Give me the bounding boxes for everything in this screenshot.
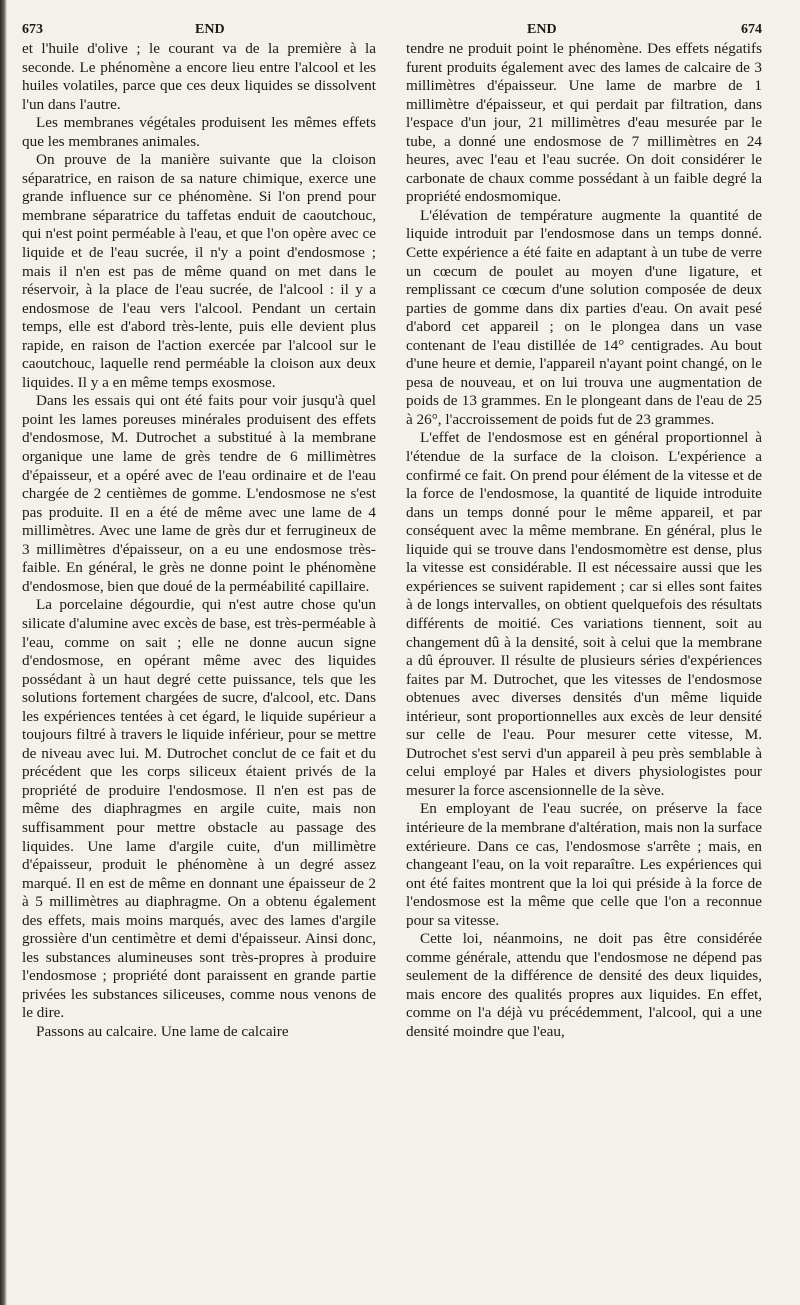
paragraph: L'élévation de température augmente la quantité de liquide introduit par l'endosmose dans un temps donné. Cette expérience a été faite en adaptant à un tube de verre un cœcum de poulet au moyen d'une ligature, et remplissant ce cœcum d'une solution composée de deux parties de gomme dans dix parties d'eau. On avait pesé d'abord cet appareil ; on le plongea dans un vase contenant de l'eau distillée de 14° centigrades. Au bout d'une heure et demie, l'appareil n'ayant point changé, on le pesa de nouveau, et on lui trouva une augmentation de poids de 13 grammes. En le plongeant dans de l'eau de 25 à 26°, l'accroissement de poids fut de 23 grammes.	[406, 206, 762, 428]
paragraph: La porcelaine dégourdie, qui n'est autre chose qu'un silicate d'alumine avec excès de base, est très-perméable à l'eau, comme on sait ; elle ne donne aucun signe d'endosmose, en opérant même avec des liquides possédant à un haut degré cette puissance, tels que les solutions fortement chargées de sucre, d'alcool, etc. Dans les expériences tentées à cet égard, le liquide supérieur a toujours filtré à travers le liquide inférieur, pour se mettre de niveau avec lui. M. Dutrochet conclut de ce fait et du précédent que les corps siliceux étaient privés de la propriété de produire l'endosmose. Il n'en est pas de même des diaphragmes en argile cuite, mais non suffisamment pour mettre obstacle au passage des liquides. Une lame d'argile cuite, d'un millimètre d'épaisseur, produit le phénomène à un degré assez marqué. Il en est de même en donnant une épaisseur de 2 à 5 millimètres au diaphragme. On a obtenu également des effets, mais moins marqués, avec des lames d'argile grossière d'un centimètre et demi d'épaisseur. Ainsi donc, les substances alumineuses sont très-propres à produire l'endosmose ; propriété dont paraissent en grande partie privées les substances siliceuses, comme nous venons de le dire.	[22, 596, 376, 1022]
left-headword: END	[195, 22, 225, 37]
right-page-number: 674	[741, 22, 762, 37]
paragraph: L'effet de l'endosmose est en général proportionnel à l'étendue de la surface de la cloison. L'expérience a confirmé ce fait. On prend pour élément de la vitesse et de la force de l'endosmose, la quantité de liquide introduite dans un temps donné pour le même appareil, et par conséquent avec la même membrane. En général, plus le liquide qui se trouve dans l'endosmomètre est dense, plus la vitesse est considérable. Il est nécessaire aussi que les expériences se suivent rapidement ; car si elles sont faites à de longs intervalles, on obtient quelquefois des résultats différents de moitié. Ces variations tiennent, soit au changement dû à la densité, soit à celui que la membrane a dû éprouver. Il résulte de plusieurs séries d'expériences faites par M. Dutrochet, que les vitesses de l'endosmose obtenues avec diverses densités d'un même liquide intérieur, sont proportionnelles aux excès de leur densité sur celle de l'eau. Pour mesurer cette vitesse, M. Dutrochet s'est servi d'un appareil à peu près semblable à celui employé par Hales et divers physiologistes pour mesurer la force ascensionnelle de la sève.	[406, 429, 762, 799]
paragraph: Les membranes végétales produisent les mêmes effets que les membranes animales.	[22, 114, 376, 150]
paragraph: et l'huile d'olive ; le courant va de la première à la seconde. Le phénomène a encore lieu entre l'alcool et les huiles volatiles, parce que ces deux liquides se dissolvent l'un dans l'autre.	[22, 40, 376, 113]
paragraph: Cette loi, néanmoins, ne doit pas être considérée comme générale, attendu que l'endosmose ne dépend pas seulement de la différence de densité des deux liquides, mais encore des qualités propres aux liquides. En effet, comme on l'a déjà vu précédemment, l'alcool, qui a une densité moindre que l'eau,	[406, 930, 762, 1040]
book-spine-shadow	[0, 0, 7, 1305]
paragraph: Dans les essais qui ont été faits pour voir jusqu'à quel point les lames poreuses minérales produisent des effets d'endosmose, M. Dutrochet a substitué à la membrane organique une lame de grès tendre de 6 millimètres d'épaisseur, et a opéré avec de l'eau ordinaire et de l'eau chargée de 2 centièmes de gomme. L'endosmose ne s'est pas produite. Il en a été de même avec une lame de 4 millimètres. Avec une lame de grès dur et ferrugineux de 3 millimètres d'épaisseur, on a eu une endosmose très-faible. En général, le grès ne donne point le phénomène d'endosmose, bien que doué de la perméabilité capillaire.	[22, 392, 376, 595]
right-column	[406, 40, 762, 1042]
paragraph: En employant de l'eau sucrée, on préserve la face intérieure de la membrane d'altération, mais non la surface extérieure. Dans ce cas, l'endosmose s'arrête ; mais, en changeant l'eau, on la voit reparaître. Les expériences qui ont été faites montrent que la loi qui préside à la force de l'endosmose est la même que celle que l'on a reconnue pour sa vitesse.	[406, 800, 762, 929]
paragraph: On prouve de la manière suivante que la cloison séparatrice, en raison de sa nature chimique, exerce une grande influence sur ce phénomène. Si l'on prend pour membrane séparatrice du taffetas enduit de caoutchouc, qui n'est point perméable à l'eau, et que l'on opère avec ce liquide et de l'eau sucrée, il n'y a point d'endosmose ; mais il n'en est pas de même quand on met dans le réservoir, à la place de l'eau sucrée, de l'alcool : il y a endosmose de l'eau vers l'alcool. Pendant un certain temps, elle est d'abord très-lente, puis elle devient plus rapide, en raison de l'action exercée par l'alcool sur le caoutchouc, laquelle rend perméable la cloison aux deux liquides. Il y a en même temps exosmose.	[22, 151, 376, 391]
paragraph: tendre ne produit point le phénomène. Des effets négatifs furent produits également avec des lames de calcaire de 3 millimètres d'épaisseur. Une lame de marbre de 1 millimètre d'épaisseur, et qui perdait par filtration, dans l'espace d'un jour, 21 millimètres d'eau mesurée par le tube, a donné une endosmose de 7 millimètres en 24 heures, avec l'eau et l'eau sucrée. On doit considérer le carbonate de chaux comme possédant à un faible degré la propriété endosmomique.	[406, 40, 762, 206]
paragraph: Passons au calcaire. Une lame de calcaire	[36, 1022, 289, 1040]
left-column	[22, 40, 376, 1042]
right-headword: END	[527, 22, 557, 37]
left-page-number: 673	[22, 22, 43, 37]
